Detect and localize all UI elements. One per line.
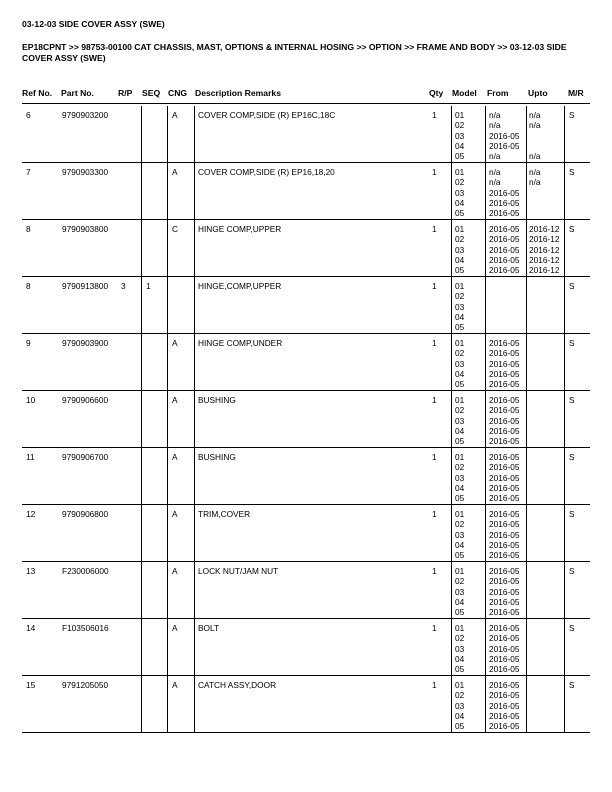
cell-cng: A xyxy=(172,338,178,348)
column-divider xyxy=(167,676,168,732)
cell-from: 2016-05 xyxy=(489,130,520,141)
header-qty: Qty xyxy=(429,88,444,98)
column-divider xyxy=(141,391,142,447)
header-divider xyxy=(22,103,590,104)
cell-upto: 2016-12 xyxy=(529,244,560,255)
row-divider xyxy=(22,618,590,619)
column-divider xyxy=(167,448,168,504)
cell-ref-no: 11 xyxy=(26,452,35,462)
column-divider xyxy=(451,277,452,333)
column-divider xyxy=(167,391,168,447)
row-divider xyxy=(22,333,590,334)
column-divider xyxy=(451,505,452,561)
cell-model: 01 xyxy=(455,452,465,462)
cell-model: 04 xyxy=(455,254,465,265)
cell-upto: 2016-12 xyxy=(529,265,560,276)
cell-part-no: F103506016 xyxy=(62,623,109,633)
cell-model: 03 xyxy=(455,700,465,711)
cell-ref-no: 12 xyxy=(26,509,36,519)
row-divider xyxy=(22,219,590,220)
cell-model: 02 xyxy=(455,690,465,701)
cell-model: 02 xyxy=(455,633,465,644)
cell-model: 02 xyxy=(455,405,465,416)
cell-description: HINGE COMP,UNDER xyxy=(198,338,283,348)
cell-qty: 1 xyxy=(432,338,437,348)
column-divider xyxy=(167,106,168,162)
column-divider xyxy=(141,334,142,390)
column-divider xyxy=(451,448,452,504)
cell-part-no: 9790903800 xyxy=(62,224,109,234)
header-seq: SEQ xyxy=(142,88,161,98)
column-divider xyxy=(194,106,195,162)
column-divider xyxy=(451,334,452,390)
cell-description: COVER COMP,SIDE (R) EP16,18,20 xyxy=(198,167,335,177)
cell-upto: n/a xyxy=(529,167,541,177)
cell-ref-no: 14 xyxy=(26,623,36,633)
column-divider xyxy=(564,277,565,333)
header-from: From xyxy=(487,88,509,98)
cell-model: 02 xyxy=(455,519,465,530)
column-divider xyxy=(526,619,527,675)
cell-from: 2016-05 xyxy=(489,197,520,208)
cell-model: 02 xyxy=(455,348,465,359)
cell-mr: S xyxy=(569,509,575,519)
column-divider xyxy=(485,277,486,333)
cell-from: 2016-05 xyxy=(489,700,520,711)
column-divider xyxy=(194,277,195,333)
cell-qty: 1 xyxy=(432,167,437,177)
cell-from: 2016-05 xyxy=(489,368,520,379)
cell-model: 05 xyxy=(455,265,465,276)
cell-cng: A xyxy=(172,110,178,120)
cell-part-no: 9790906600 xyxy=(62,395,109,405)
row-divider xyxy=(22,675,590,676)
column-divider xyxy=(526,562,527,618)
cell-from: 2016-05 xyxy=(489,395,520,405)
row-divider xyxy=(22,162,590,163)
column-divider xyxy=(451,619,452,675)
column-divider xyxy=(194,163,195,219)
column-divider xyxy=(564,619,565,675)
cell-upto: 2016-12 xyxy=(529,224,560,234)
cell-from: 2016-05 xyxy=(489,436,520,447)
cell-model: 03 xyxy=(455,472,465,483)
row-divider xyxy=(22,561,590,562)
cell-model: 01 xyxy=(455,623,465,633)
cell-from: 2016-05 xyxy=(489,576,520,587)
cell-model: 04 xyxy=(455,596,465,607)
cell-from: 2016-05 xyxy=(489,452,520,462)
column-divider xyxy=(194,220,195,276)
cell-from: 2016-05 xyxy=(489,539,520,550)
cell-model: 03 xyxy=(455,244,465,255)
cell-upto: n/a xyxy=(529,151,541,162)
cell-ref-no: 9 xyxy=(26,338,31,348)
cell-from: 2016-05 xyxy=(489,224,520,234)
column-divider xyxy=(526,448,527,504)
cell-model: 03 xyxy=(455,415,465,426)
cell-model: 03 xyxy=(455,187,465,198)
cell-qty: 1 xyxy=(432,566,437,576)
column-divider xyxy=(141,277,142,333)
column-divider xyxy=(141,676,142,732)
cell-model: 03 xyxy=(455,301,465,312)
cell-part-no: 9790903900 xyxy=(62,338,109,348)
cell-from: 2016-05 xyxy=(489,379,520,390)
header-mr: M/R xyxy=(568,88,584,98)
cell-model: 05 xyxy=(455,379,465,390)
cell-model: 02 xyxy=(455,177,465,188)
cell-model: 01 xyxy=(455,395,465,405)
header-cng: CNG xyxy=(168,88,188,98)
cell-model: 05 xyxy=(455,436,465,447)
cell-from: 2016-05 xyxy=(489,653,520,664)
cell-description: HINGE COMP,UPPER xyxy=(198,224,282,234)
column-divider xyxy=(564,448,565,504)
cell-upto: 2016-12 xyxy=(529,234,560,245)
cell-model: 01 xyxy=(455,680,465,690)
cell-from: 2016-05 xyxy=(489,265,520,276)
cell-cng: A xyxy=(172,566,178,576)
column-divider xyxy=(564,220,565,276)
cell-model: 05 xyxy=(455,607,465,618)
column-divider xyxy=(526,163,527,219)
column-divider xyxy=(194,334,195,390)
cell-ref-no: 8 xyxy=(26,224,31,234)
cell-model: 05 xyxy=(455,151,465,162)
cell-from: 2016-05 xyxy=(489,415,520,426)
cell-model: 05 xyxy=(455,208,465,219)
cell-from: 2016-05 xyxy=(489,472,520,483)
cell-model: 05 xyxy=(455,550,465,561)
cell-from: 2016-05 xyxy=(489,643,520,654)
cell-ref-no: 10 xyxy=(26,395,36,405)
cell-mr: S xyxy=(569,623,575,633)
column-divider xyxy=(451,220,452,276)
cell-ref-no: 15 xyxy=(26,680,36,690)
column-divider xyxy=(141,220,142,276)
column-divider xyxy=(526,391,527,447)
cell-description: LOCK NUT/JAM NUT xyxy=(198,566,279,576)
cell-from: 2016-05 xyxy=(489,633,520,644)
column-divider xyxy=(564,391,565,447)
cell-model: 04 xyxy=(455,710,465,721)
column-divider xyxy=(167,220,168,276)
column-divider xyxy=(485,562,486,618)
cell-model: 04 xyxy=(455,482,465,493)
column-divider xyxy=(451,676,452,732)
row-divider xyxy=(22,447,590,448)
cell-cng: A xyxy=(172,395,178,405)
column-divider xyxy=(141,619,142,675)
cell-upto: n/a xyxy=(529,120,541,131)
cell-from: 2016-05 xyxy=(489,338,520,348)
cell-qty: 1 xyxy=(432,680,437,690)
cell-ref-no: 7 xyxy=(26,167,31,177)
cell-from: n/a xyxy=(489,120,501,131)
row-divider xyxy=(22,390,590,391)
column-divider xyxy=(485,676,486,732)
cell-from: 2016-05 xyxy=(489,664,520,675)
column-divider xyxy=(167,334,168,390)
cell-upto: 2016-12 xyxy=(529,254,560,265)
cell-ref-no: 13 xyxy=(26,566,36,576)
cell-from: n/a xyxy=(489,167,501,177)
cell-ref-no: 6 xyxy=(26,110,31,120)
cell-from: 2016-05 xyxy=(489,509,520,519)
header-upto: Upto xyxy=(528,88,548,98)
page-title: 03-12-03 SIDE COVER ASSY (SWE) xyxy=(22,19,165,29)
column-divider xyxy=(194,505,195,561)
column-divider xyxy=(485,163,486,219)
cell-model: 04 xyxy=(455,311,465,322)
cell-model: 02 xyxy=(455,291,465,302)
cell-cng: C xyxy=(172,224,178,234)
cell-model: 03 xyxy=(455,529,465,540)
cell-mr: S xyxy=(569,338,575,348)
column-divider xyxy=(141,106,142,162)
column-divider xyxy=(451,106,452,162)
cell-ref-no: 8 xyxy=(26,281,31,291)
cell-model: 04 xyxy=(455,197,465,208)
cell-model: 03 xyxy=(455,643,465,654)
cell-cng: A xyxy=(172,680,178,690)
cell-from: 2016-05 xyxy=(489,254,520,265)
cell-qty: 1 xyxy=(432,452,437,462)
cell-model: 01 xyxy=(455,281,465,291)
cell-qty: 1 xyxy=(432,110,437,120)
column-divider xyxy=(141,505,142,561)
cell-qty: 1 xyxy=(432,281,437,291)
cell-description: BOLT xyxy=(198,623,220,633)
cell-model: 02 xyxy=(455,462,465,473)
cell-model: 01 xyxy=(455,167,465,177)
column-divider xyxy=(526,106,527,162)
cell-model: 04 xyxy=(455,539,465,550)
cell-from: 2016-05 xyxy=(489,348,520,359)
cell-mr: S xyxy=(569,224,575,234)
cell-from: n/a xyxy=(489,110,501,120)
cell-upto: n/a xyxy=(529,110,541,120)
cell-model: 03 xyxy=(455,130,465,141)
cell-model: 01 xyxy=(455,566,465,576)
cell-seq: 1 xyxy=(146,281,151,291)
cell-from: 2016-05 xyxy=(489,493,520,504)
header-description: Description Remarks xyxy=(195,88,281,98)
cell-from: 2016-05 xyxy=(489,519,520,530)
column-divider xyxy=(485,619,486,675)
column-divider xyxy=(526,220,527,276)
column-divider xyxy=(564,334,565,390)
cell-from: 2016-05 xyxy=(489,690,520,701)
cell-from: 2016-05 xyxy=(489,405,520,416)
column-divider xyxy=(194,391,195,447)
cell-from: 2016-05 xyxy=(489,623,520,633)
cell-qty: 1 xyxy=(432,224,437,234)
cell-from: 2016-05 xyxy=(489,425,520,436)
cell-from: 2016-05 xyxy=(489,244,520,255)
column-divider xyxy=(526,334,527,390)
column-divider xyxy=(194,448,195,504)
cell-model: 05 xyxy=(455,322,465,333)
header-model: Model xyxy=(452,88,477,98)
cell-mr: S xyxy=(569,452,575,462)
column-divider xyxy=(564,505,565,561)
cell-mr: S xyxy=(569,395,575,405)
column-divider xyxy=(194,562,195,618)
column-divider xyxy=(485,448,486,504)
column-divider xyxy=(485,334,486,390)
row-divider xyxy=(22,732,590,733)
cell-model: 03 xyxy=(455,586,465,597)
cell-mr: S xyxy=(569,281,575,291)
cell-description: BUSHING xyxy=(198,452,236,462)
cell-from: n/a xyxy=(489,151,501,162)
column-divider xyxy=(167,562,168,618)
cell-cng: A xyxy=(172,623,178,633)
cell-description: TRIM,COVER xyxy=(198,509,251,519)
cell-from: 2016-05 xyxy=(489,607,520,618)
cell-mr: S xyxy=(569,680,575,690)
cell-from: 2016-05 xyxy=(489,234,520,245)
cell-from: 2016-05 xyxy=(489,462,520,473)
cell-model: 05 xyxy=(455,493,465,504)
cell-description: HINGE,COMP,UPPER xyxy=(198,281,282,291)
cell-mr: S xyxy=(569,566,575,576)
column-divider xyxy=(141,562,142,618)
row-divider xyxy=(22,276,590,277)
cell-rp: 3 xyxy=(121,281,126,291)
cell-model: 02 xyxy=(455,120,465,131)
column-divider xyxy=(485,391,486,447)
column-divider xyxy=(451,562,452,618)
column-divider xyxy=(451,163,452,219)
cell-from: 2016-05 xyxy=(489,358,520,369)
column-divider xyxy=(194,619,195,675)
column-divider xyxy=(451,391,452,447)
cell-qty: 1 xyxy=(432,395,437,405)
cell-model: 01 xyxy=(455,224,465,234)
row-divider xyxy=(22,504,590,505)
header-part-no: Part No. xyxy=(61,88,94,98)
column-divider xyxy=(167,277,168,333)
header-ref-no: Ref No. xyxy=(22,88,53,98)
column-divider xyxy=(167,505,168,561)
column-divider xyxy=(564,562,565,618)
cell-mr: S xyxy=(569,167,575,177)
column-divider xyxy=(141,163,142,219)
cell-cng: A xyxy=(172,452,178,462)
column-divider xyxy=(526,505,527,561)
cell-part-no: 9790906800 xyxy=(62,509,109,519)
column-divider xyxy=(485,220,486,276)
cell-upto: n/a xyxy=(529,177,541,188)
cell-model: 04 xyxy=(455,425,465,436)
cell-from: 2016-05 xyxy=(489,482,520,493)
column-divider xyxy=(167,163,168,219)
header-rp: R/P xyxy=(118,88,133,98)
column-divider xyxy=(564,163,565,219)
cell-model: 05 xyxy=(455,664,465,675)
cell-model: 02 xyxy=(455,234,465,245)
cell-qty: 1 xyxy=(432,623,437,633)
column-divider xyxy=(141,448,142,504)
cell-from: 2016-05 xyxy=(489,208,520,219)
cell-from: 2016-05 xyxy=(489,680,520,690)
cell-description: CATCH ASSY,DOOR xyxy=(198,680,277,690)
cell-from: 2016-05 xyxy=(489,596,520,607)
column-divider xyxy=(526,277,527,333)
cell-part-no: 9790903300 xyxy=(62,167,109,177)
cell-from: n/a xyxy=(489,177,501,188)
cell-model: 04 xyxy=(455,368,465,379)
cell-from: 2016-05 xyxy=(489,529,520,540)
cell-model: 04 xyxy=(455,140,465,151)
cell-from: 2016-05 xyxy=(489,140,520,151)
cell-from: 2016-05 xyxy=(489,721,520,732)
cell-from: 2016-05 xyxy=(489,586,520,597)
cell-part-no: 9790903200 xyxy=(62,110,109,120)
column-divider xyxy=(167,619,168,675)
breadcrumb: EP18CPNT >> 98753-00100 CAT CHASSIS, MAST, OPTIONS & INTERNAL HOSING >> OPTION >> FRAME AND BODY >> 03-12-03 SIDE COVER ASSY (SWE) xyxy=(22,42,567,63)
cell-qty: 1 xyxy=(432,509,437,519)
cell-model: 04 xyxy=(455,653,465,664)
column-divider xyxy=(564,106,565,162)
cell-part-no: 9791205050 xyxy=(62,680,109,690)
cell-from: 2016-05 xyxy=(489,187,520,198)
cell-from: 2016-05 xyxy=(489,550,520,561)
cell-part-no: F230006000 xyxy=(62,566,109,576)
cell-cng: A xyxy=(172,509,178,519)
cell-from: 2016-05 xyxy=(489,710,520,721)
cell-model: 05 xyxy=(455,721,465,732)
cell-model: 01 xyxy=(455,509,465,519)
column-divider xyxy=(485,106,486,162)
cell-part-no: 9790906700 xyxy=(62,452,109,462)
cell-model: 02 xyxy=(455,576,465,587)
cell-from: 2016-05 xyxy=(489,566,520,576)
cell-model: 01 xyxy=(455,338,465,348)
cell-description: COVER COMP,SIDE (R) EP16C,18C xyxy=(198,110,336,120)
column-divider xyxy=(564,676,565,732)
column-divider xyxy=(526,676,527,732)
cell-cng: A xyxy=(172,167,178,177)
cell-model: 01 xyxy=(455,110,465,120)
cell-part-no: 9790913800 xyxy=(62,281,109,291)
cell-mr: S xyxy=(569,110,575,120)
column-divider xyxy=(485,505,486,561)
column-divider xyxy=(194,676,195,732)
cell-model: 03 xyxy=(455,358,465,369)
cell-description: BUSHING xyxy=(198,395,236,405)
